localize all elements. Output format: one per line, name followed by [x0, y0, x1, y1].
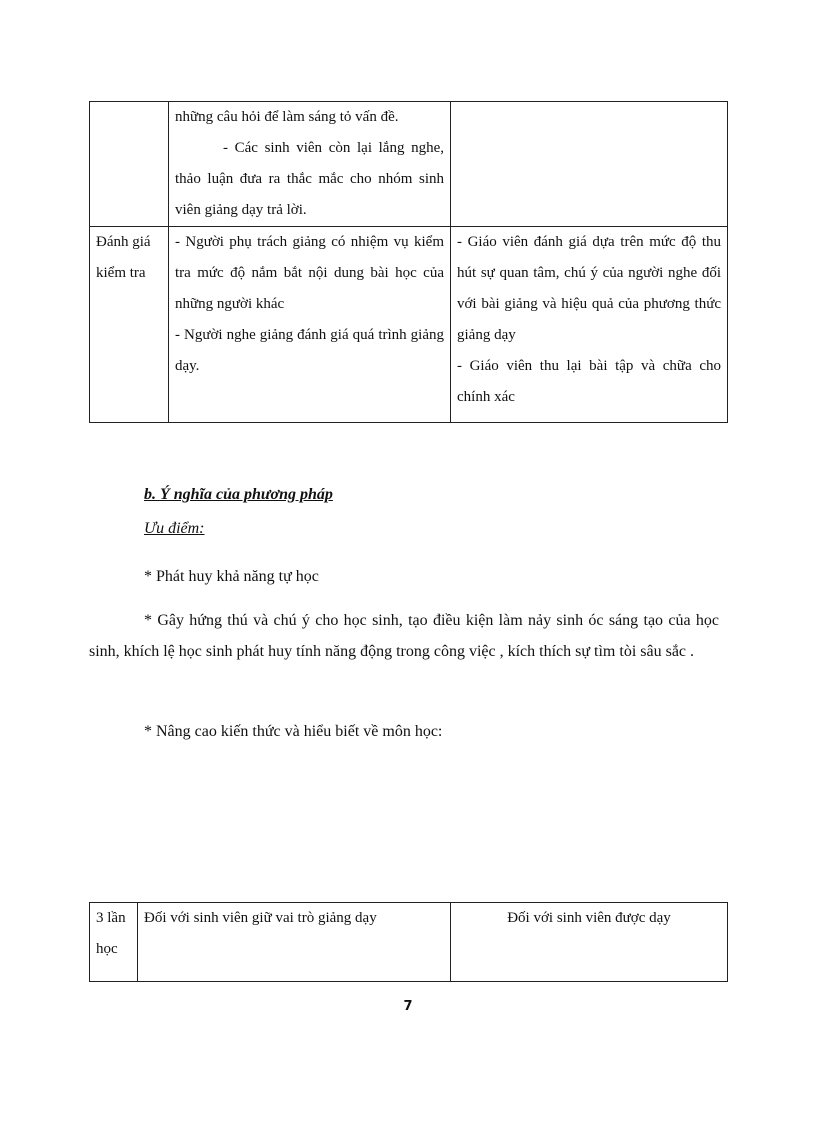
table-row	[90, 102, 728, 227]
cell-text: những câu hỏi để làm sáng tỏ vấn đề.	[175, 109, 399, 125]
subheading: Ưu điểm:	[144, 520, 205, 537]
cell-text: - Người phụ trách giảng có nhiệm vụ kiểm tra mức độ nắm bắt nội dung bài học của những người khác	[175, 234, 444, 312]
table-row	[90, 227, 728, 423]
table-cell	[169, 102, 451, 227]
bullet-paragraph	[89, 605, 719, 667]
cell-text: - Các sinh viên còn lại lắng nghe, thảo luận đưa ra thắc mắc cho nhóm sinh viên giảng dạy trả lời.	[175, 140, 444, 218]
table-cell	[451, 227, 728, 423]
table-cell: Đối với sinh viên được dạy	[451, 903, 728, 982]
bullet-text: * Nâng cao kiến thức và hiểu biết về môn học:	[144, 723, 443, 740]
table-row	[90, 903, 728, 982]
bullet-text: * Gây hứng thú và chú ý cho học sinh, tạo điều kiện làm nảy sinh óc sáng tạo của học sinh, khích lệ học sinh phát huy tính năng động trong công việc , kích thích sự tìm tòi sâu sắc .	[89, 612, 719, 660]
page-number: 7	[403, 999, 413, 1014]
cell-text: - Giáo viên thu lại bài tập và chữa cho chính xác	[457, 358, 721, 405]
bullet-paragraph	[89, 716, 719, 747]
table-cell: Đánh giá kiểm tra	[90, 227, 169, 423]
cell-text: - Giáo viên đánh giá dựa trên mức độ thu hút sự quan tâm, chú ý của người nghe đối với bài giảng và hiệu quả của phương thức giảng dạy	[457, 234, 721, 343]
table-cell	[90, 102, 169, 227]
section-heading: b. Ý nghĩa của phương pháp	[144, 486, 333, 503]
bullet-text: * Phát huy khả năng tự học	[144, 568, 319, 585]
table-cell: 3 lần học	[90, 903, 138, 982]
evaluation-table	[89, 101, 728, 423]
table-cell	[169, 227, 451, 423]
cell-text: - Người nghe giảng đánh giá quá trình giảng dạy.	[175, 327, 444, 374]
lessons-table	[89, 902, 728, 982]
table-cell	[451, 102, 728, 227]
table-cell: Đối với sinh viên giữ vai trò giảng dạy	[138, 903, 451, 982]
bullet-paragraph	[89, 561, 719, 592]
